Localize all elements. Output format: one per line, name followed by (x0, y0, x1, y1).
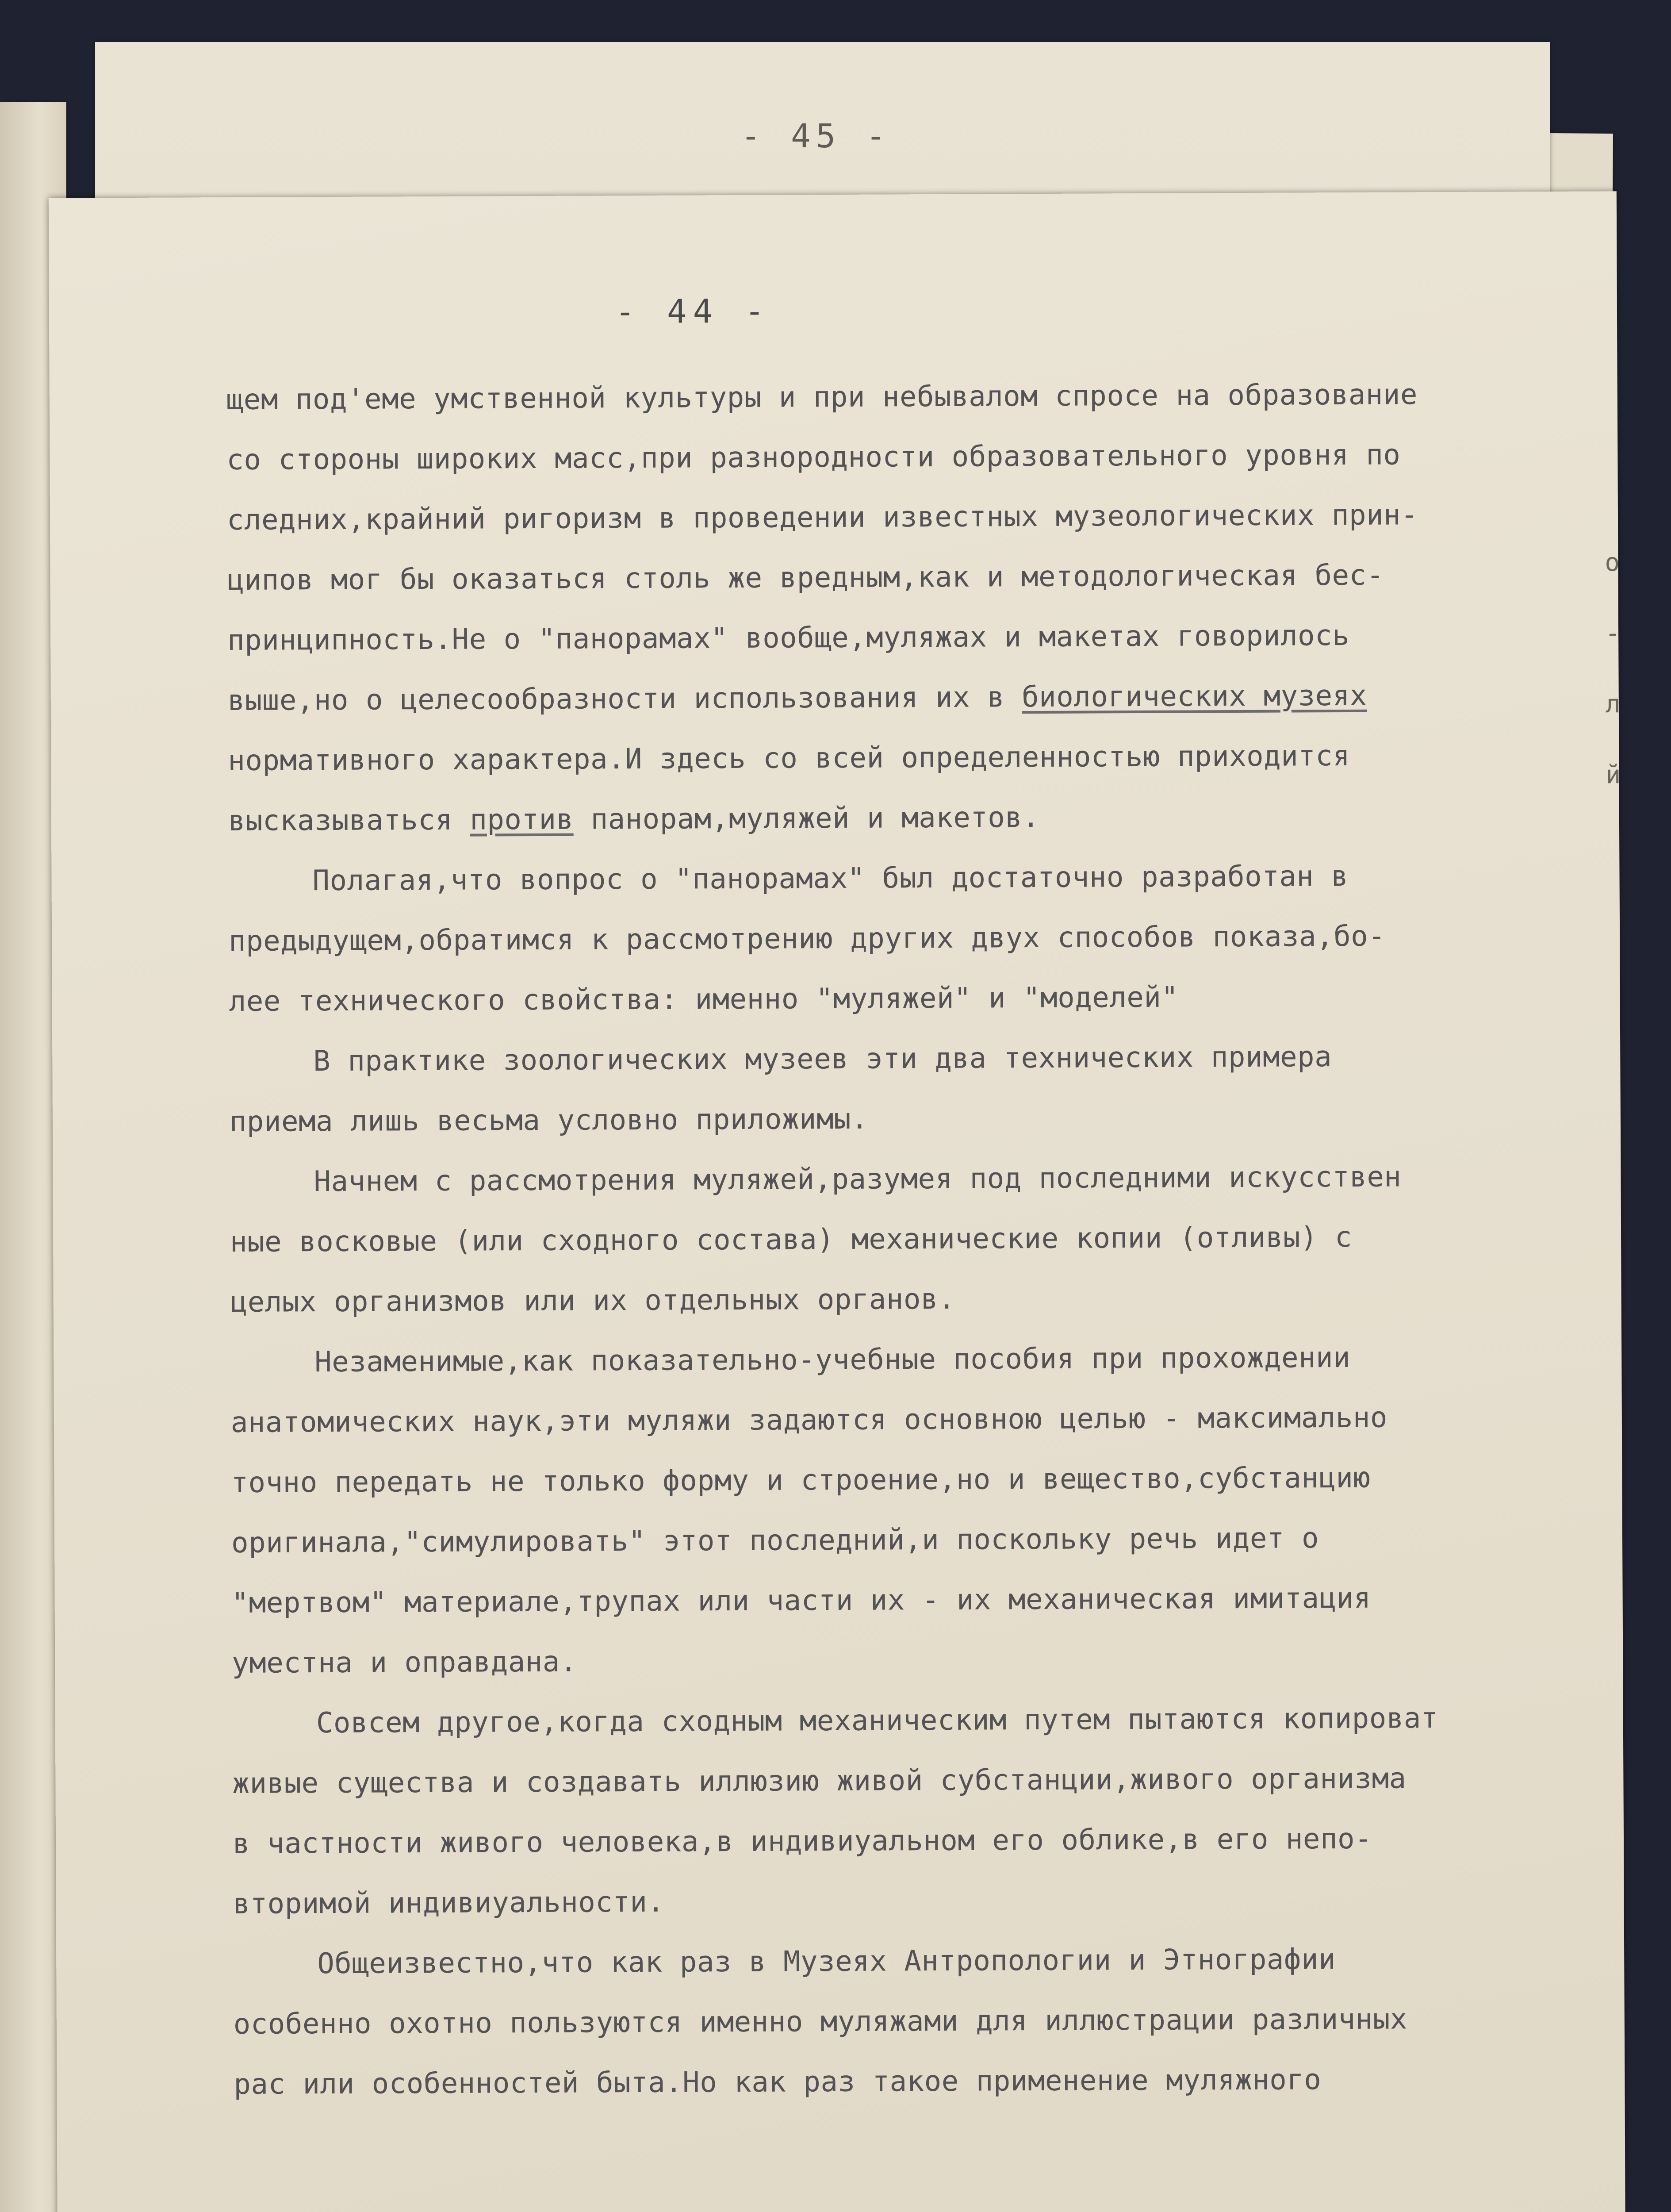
text-line: высказываться против панорам,муляжей и макетов. (228, 801, 1040, 837)
margin-marks (1605, 527, 1633, 810)
text-line: Совсем другое,когда сходным механическим путем пытаются копироват (316, 1702, 1439, 1740)
text-line: принципность.Не о "панорамах" вообще,муляжах и макетах говорилось (227, 619, 1350, 657)
text-line: Общеизвестно,что как раз в Музеях Антропологии и Этнографии (317, 1943, 1336, 1981)
paragraph (229, 1025, 1632, 1152)
page-number: - 44 - (615, 292, 771, 331)
text-line: рас или особенностей быта.Но как раз такое применение муляжного (234, 2063, 1322, 2101)
text-line: оригинала,"симулировать" этот последний,и поскольку речь идет о (231, 1522, 1319, 1559)
margin-mark: й (1606, 760, 1621, 790)
text-line: живые существа и создавать иллюзию живой субстанции,живого организма (232, 1762, 1407, 1800)
text-line: в частности живого человека,в индивиуальном его облике,в его непо- (232, 1822, 1372, 1860)
text-line: щем под'еме умственной культуры и при небывалом спросе на образование (226, 378, 1418, 417)
text-line: предыдущем,обратимся к рассмотрению других двух способов показа,бо- (228, 920, 1386, 958)
text-line: анатомических наук,эти муляжи задаются основною целью - максимально (230, 1401, 1388, 1439)
text-line: ципов мог бы оказаться столь же вредным,как и методологическая бес- (227, 559, 1384, 597)
text-line: В практике зоологических музеев эти два технических примера (313, 1041, 1332, 1078)
text-line: уместна и оправдана. (232, 1645, 578, 1680)
text-line: Незаменимые,как показательно-учебные пособия при прохождении (314, 1341, 1351, 1379)
text-line: вторимой индивиуальности. (233, 1886, 665, 1920)
paragraph (228, 845, 1631, 1032)
text-line: следних,крайний ригоризм в проведении известных музеологических прин- (226, 499, 1418, 537)
paragraph (232, 1687, 1635, 1934)
typewritten-body (226, 364, 1636, 2115)
text-line: Полагая,что вопрос о "панорамах" был достаточно разработан в (312, 860, 1349, 898)
text-line: приема лишь весьма условно приложимы. (229, 1102, 869, 1138)
paragraph (230, 1146, 1633, 1333)
back-page-number: - 45 - (741, 117, 891, 155)
text-line: целых организмов или их отдельных органов. (230, 1283, 956, 1319)
text-line: Начнем с рассмотрения муляжей,разумея под последними искусствен (314, 1160, 1402, 1198)
front-sheet (49, 191, 1625, 2212)
text-line: нормативного характера.И здесь со всей определенностью приходится (228, 739, 1350, 777)
text-line: особенно охотно пользуются именно муляжами для иллюстрации различных (233, 2003, 1408, 2041)
text-line: "мертвом" материале,трупах или части их - их механическая имитация (231, 1582, 1371, 1620)
margin-mark: о (1605, 548, 1620, 577)
paragraph (226, 364, 1631, 851)
text-line: ные восковые (или сходного состава) механические копии (отливы) с (230, 1221, 1353, 1259)
paragraph (233, 1928, 1636, 2115)
text-line: со стороны широких масс,при разнородности образовательного уровня по (226, 438, 1401, 477)
text-line: выше,но о целесообразности использования их в биологических музеях (227, 679, 1367, 717)
underlined-phrase: против (470, 803, 574, 837)
margin-mark: л (1605, 690, 1621, 719)
underlined-phrase: биологических музеях (1022, 679, 1367, 714)
paragraph (230, 1326, 1634, 1694)
text-line: точно передать не только форму и строение,но и вещество,субстанцию (231, 1461, 1371, 1499)
margin-mark: - (1605, 619, 1620, 648)
text-line: лее технического свойства: именно "муляжей" и "моделей" (229, 981, 1179, 1018)
